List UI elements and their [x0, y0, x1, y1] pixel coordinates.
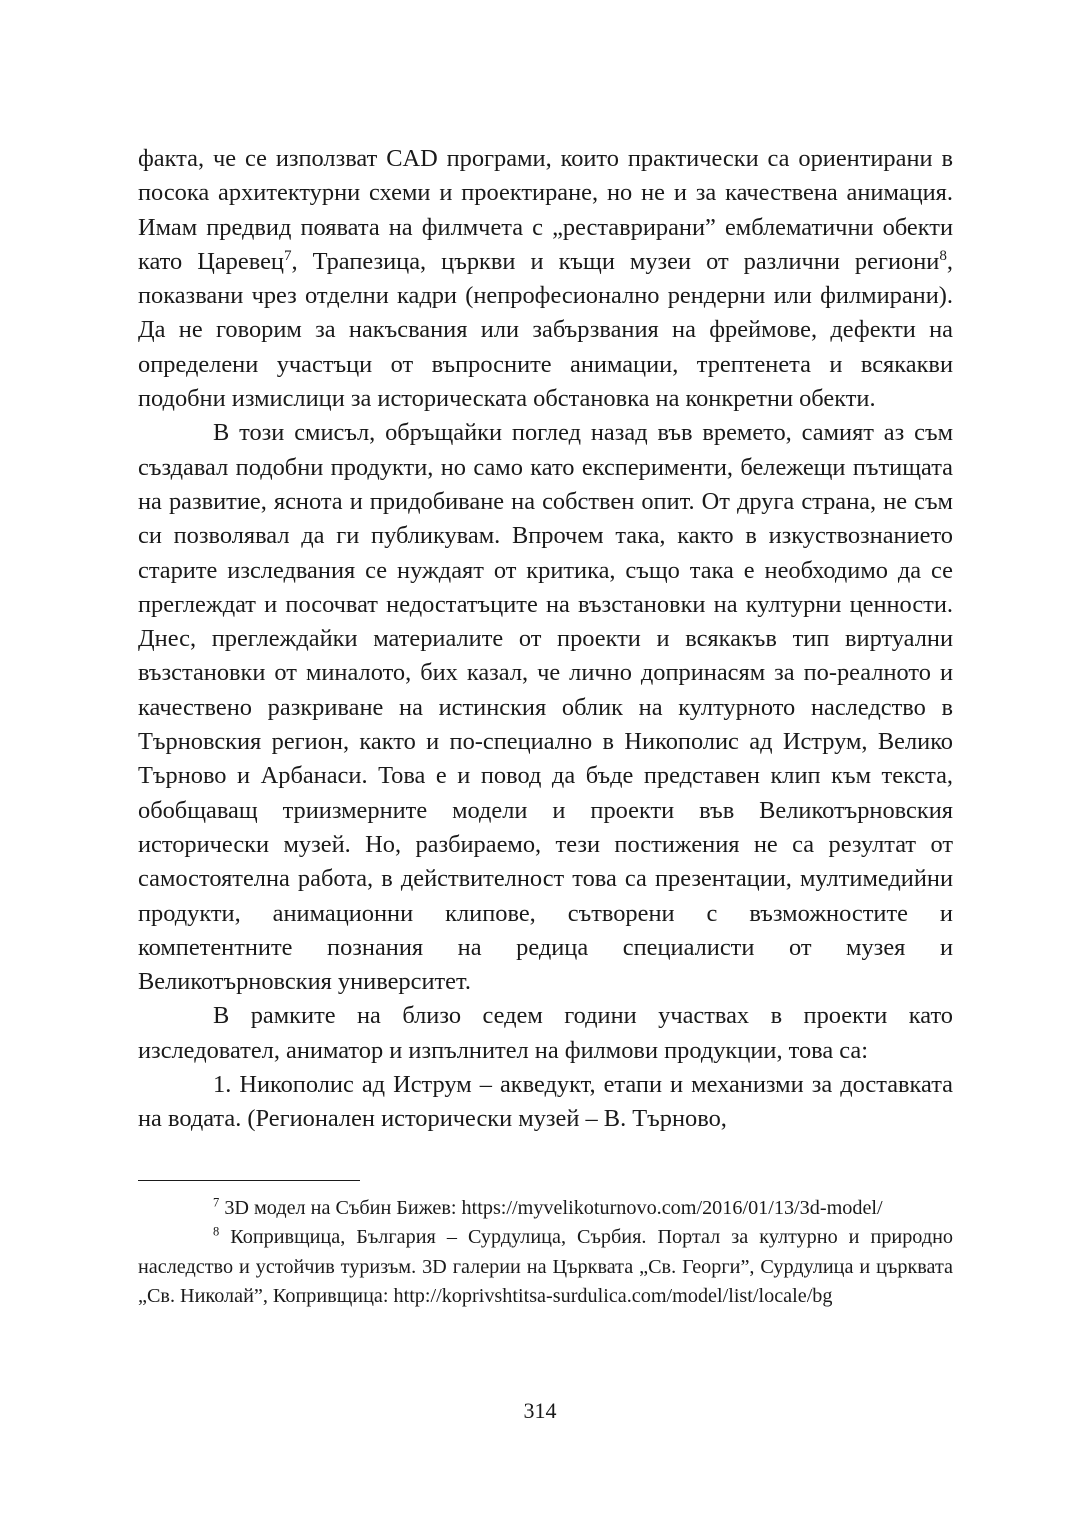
paragraph-1: [138, 142, 953, 416]
footnote-number: 8: [213, 1224, 220, 1239]
paragraph-3: В рамките на близо седем години участвах в проекти като изследовател, аниматор и изпълнител на филмови продукции, това са:: [138, 1002, 953, 1064]
paragraph-1-text-b: , Трапезица, църкви и къщи музеи от различни региони: [291, 247, 940, 275]
page-number: 314: [523, 1398, 557, 1423]
body-text: [138, 142, 953, 1137]
paragraph-4: 1. Никополис ад Иструм – акведукт, етапи и механизми за доставката на водата. (Регионален исторически музей – В. Търново,: [138, 1071, 953, 1133]
footnote-7: [138, 1194, 953, 1223]
footnote-ref-8[interactable]: 8: [939, 247, 947, 264]
paragraph-1-text-c: , показвани чрез отделни кадри (непрофесионално рендерни или филмирани). Да не говорим за накъсвания или забързвания на фреймове, дефекти на определени участъци от въпросните анимации, трептенета и всякакви подобни измислици за историческата обстановка на конкретни обекти.: [138, 247, 953, 413]
footnote-text: 3D модел на Събин Бижев: https://myvelikoturnovo.com/2016/01/13/3d-model/: [224, 1197, 883, 1219]
footnote-text: Копривщица, България – Сурдулица, Сърбия. Портал за културно и природно наследство и устойчив туризъм. 3D галерии на Църквата „Св. Георги”, Сурдулица и църквата „Св. Николай”, Копривщица: http://koprivshtitsa-surdulica.com/model/list/locale/bg: [138, 1226, 953, 1307]
footnote-8: [138, 1223, 953, 1311]
footnote-ref-7[interactable]: 7: [283, 247, 292, 264]
footnote-separator: [138, 1180, 360, 1181]
paragraph-1-text-a: факта, че се използват CAD програми, които практически са ориентирани в посока архитектурни схеми и проектиране, но не и за качествена анимация. Имам предвид появата на филмчета с „реставрирани” емблематични обекти като Царевец: [138, 145, 953, 275]
paragraph-2: В този смисъл, обръщайки поглед назад във времето, самият аз съм създавал подобни продукти, но само като експерименти, бележещи пътищата на развитие, яснота и придобиване на собствен опит. От друга страна, не съм си позволявал да ги публикувам. Впрочем така, както в изкуствознанието старите изследвания се нуждаят от критика, също така е необходимо да се преглеждат и посочват недостатъците на възстановки на културни ценности. Днес, преглеждайки материалите от проекти и всякакъв тип виртуални възстановки от миналото, бих казал, че лично допринасям за по-реалното и качествено разкриване на истинския облик на културното наследство в Търновския регион, както и по-специално в Никополис ад Иструм, Велико Търново и Арбанаси. Това е и повод да бъде представен клип към текста, обобщаващ триизмерните модели и проекти във Великотърновския исторически музей. Но, разбираемо, тези постижения не са резултат от самостоятелна работа, в действителност това са презентации, мултимедийни продукти, анимационни клипове, сътворени с възможностите и компетентните познания на редица специалисти от музея и Великотърновския университет.: [138, 419, 953, 996]
footnote-number: 7: [213, 1195, 220, 1210]
footnotes: [138, 1194, 953, 1311]
